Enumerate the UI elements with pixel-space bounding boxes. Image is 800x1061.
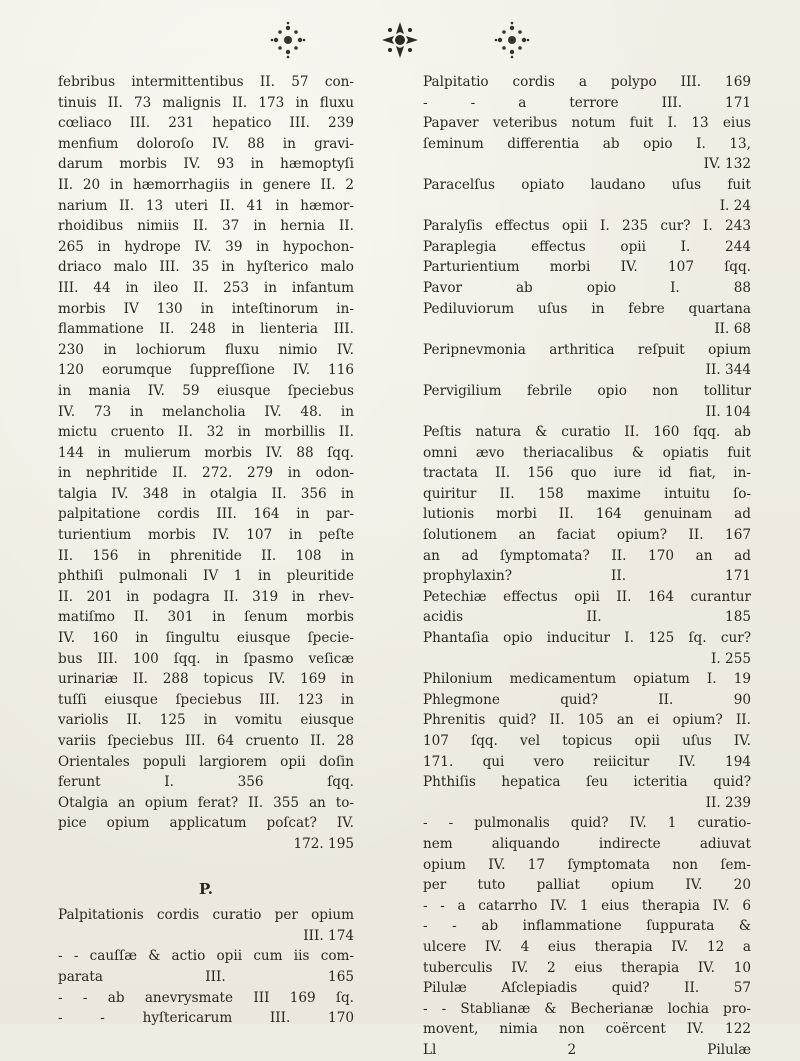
index-line: opium IV. 17 ſymptomata non ſem- bbox=[423, 856, 751, 873]
index-line: ſeminum differentia ab opio I. 13, bbox=[423, 135, 751, 152]
index-line: lutionis morbi II. 164 genuinam ad bbox=[423, 506, 751, 523]
index-line: III. 44 in ileo II. 253 in infantum bbox=[58, 279, 354, 296]
index-line: febribus intermittentibus II. 57 con- bbox=[58, 74, 354, 90]
index-line: - - pulmonalis quid? IV. 1 curatio- bbox=[423, 815, 751, 832]
index-line: driaco malo III. 35 in hyſterico malo bbox=[58, 259, 354, 276]
index-line: Pediluviorum uſus in febre quartana bbox=[423, 300, 751, 317]
index-line: Palpitatio cordis a polypo III. 169 bbox=[423, 74, 751, 90]
catchword-line: Ll 2 Pilulæ bbox=[423, 1041, 751, 1058]
index-line: Parturientium morbi IV. 107 ſqq. bbox=[423, 259, 751, 276]
index-line: IV. 73 in melancholia IV. 48. in bbox=[58, 403, 354, 420]
index-line: Phantaſia opio inducitur I. 125 ſq. cur? bbox=[423, 630, 751, 647]
index-line: I. 24 bbox=[719, 197, 751, 214]
fleuron-left-icon bbox=[266, 20, 310, 60]
index-line: tinuis II. 73 malignis II. 173 in fluxu bbox=[58, 94, 354, 111]
index-line: tuſſi eiusque ſpeciebus III. 123 in bbox=[58, 691, 354, 708]
index-line: parata III. 165 bbox=[58, 968, 354, 985]
index-line: movent, nimia non coërcent IV. 122 bbox=[423, 1021, 751, 1038]
index-line: - - a catarrho IV. 1 eius therapia IV. 6 bbox=[423, 897, 751, 914]
index-line: menfium doloroſo IV. 88 in gravi- bbox=[58, 135, 354, 152]
index-line: II. 239 bbox=[705, 794, 751, 811]
index-line: 171. qui vero reiicitur IV. 194 bbox=[423, 753, 751, 770]
index-line: - - hyſtericarum III. 170 bbox=[58, 1010, 354, 1027]
index-line: Pavor ab opio I. 88 bbox=[423, 279, 751, 296]
index-line: darum morbis IV. 93 in hæmoptyſi bbox=[58, 156, 354, 173]
index-line: 107 ſqq. vel topicus opii uſus IV. bbox=[423, 733, 751, 749]
index-line: mictu cruento II. 32 in morbillis II. bbox=[58, 424, 354, 441]
index-line: tuberculis IV. 2 eius therapia IV. 10 bbox=[423, 959, 751, 976]
fleuron-center-icon bbox=[380, 20, 420, 60]
index-line: turientium morbis IV. 107 in peſte bbox=[58, 527, 354, 544]
index-line: Paraplegia effectus opii I. 244 bbox=[423, 238, 751, 255]
index-line: flammatione II. 248 in lienteria III. bbox=[58, 321, 354, 338]
index-line: Paralyſis effectus opii I. 235 cur? I. 243 bbox=[423, 218, 751, 235]
index-line: - - ab anevrysmate III 169 ſq. bbox=[58, 989, 354, 1006]
index-line: ſolutionem an faciat opium? II. 167 bbox=[423, 527, 751, 544]
index-line: II. 20 in hæmorrhagiis in genere II. 2 bbox=[58, 176, 354, 193]
index-line: morbis IV 130 in inteſtinorum in- bbox=[58, 300, 354, 317]
index-line: variis ſpeciebus III. 64 cruento II. 28 bbox=[58, 733, 354, 749]
index-line: Papaver veteribus notum fuit I. 13 eius bbox=[423, 115, 751, 132]
index-line: matiſmo II. 301 in ſenum morbis bbox=[58, 609, 354, 626]
index-line: acidis II. 185 bbox=[423, 609, 751, 626]
index-line: - - cauſſæ & actio opii cum iis com- bbox=[58, 948, 354, 965]
left-column bbox=[58, 72, 354, 1029]
index-line: Petechiæ effectus opii II. 164 curantur bbox=[423, 588, 751, 605]
index-line: Peſtis natura & curatio II. 160 ſqq. ab bbox=[423, 424, 751, 441]
index-line: urinariæ II. 288 topicus IV. 169 in bbox=[58, 671, 354, 688]
index-line: II. 344 bbox=[705, 362, 751, 379]
index-line: prophylaxin? II. 171 bbox=[423, 568, 751, 585]
index-line: nem aliquando indirecte adiuvat bbox=[423, 835, 751, 852]
index-line: Pilulæ Aſclepiadis quid? II. 57 bbox=[423, 980, 751, 997]
index-line: Orientales populi largiorem opii doſin bbox=[58, 753, 354, 770]
index-line: quiritur II. 158 maxime intuitu ſo- bbox=[423, 485, 751, 502]
index-line: Phlegmone quid? II. 90 bbox=[423, 691, 751, 708]
index-line: 172. 195 bbox=[293, 835, 354, 852]
index-line: 144 in mulierum morbis IV. 88 ſqq. bbox=[58, 444, 354, 461]
index-line: ulcere IV. 4 eius therapia IV. 12 a bbox=[423, 938, 751, 955]
index-line: variolis II. 125 in vomitu eiusque bbox=[58, 712, 354, 729]
right-column bbox=[423, 72, 751, 1061]
index-line: IV. 160 in ſingultu eiusque ſpecie- bbox=[58, 630, 354, 647]
index-line: IV. 132 bbox=[703, 156, 751, 173]
index-line: rhoidibus nimiis II. 37 in hernia II. bbox=[58, 218, 354, 235]
index-line: Otalgia an opium ferat? II. 355 an to- bbox=[58, 794, 354, 811]
index-line: 120 eorumque ſuppreſſione IV. 116 bbox=[58, 362, 354, 379]
index-line: in nephritide II. 272. 279 in odon- bbox=[58, 465, 354, 482]
index-line: an ad ſymptomata? II. 170 an ad bbox=[423, 547, 751, 564]
index-line: I. 255 bbox=[711, 650, 751, 667]
index-line: palpitatione cordis III. 164 in par- bbox=[58, 506, 354, 523]
index-line: in mania IV. 59 eiusque ſpeciebus bbox=[58, 382, 354, 399]
index-line: II. 156 in phrenitide II. 108 in bbox=[58, 547, 354, 564]
index-line: - - Stablianæ & Becherianæ lochia pro- bbox=[423, 1000, 751, 1017]
index-line: omni ævo theriacalibus & opiatis fuit bbox=[423, 444, 751, 461]
index-line: II. 68 bbox=[714, 321, 751, 338]
index-line: Philonium medicamentum opiatum I. 19 bbox=[423, 671, 751, 688]
index-line: Paracelſus opiato laudano uſus fuit bbox=[423, 176, 751, 193]
index-line: cœliaco III. 231 hepatico III. 239 bbox=[58, 115, 354, 132]
index-line: talgia IV. 348 in otalgia II. 356 in bbox=[58, 485, 354, 502]
index-line: II. 104 bbox=[705, 403, 751, 420]
index-line: Peripnevmonia arthritica reſpuit opium bbox=[423, 341, 751, 358]
index-line: III. 174 bbox=[303, 927, 354, 944]
index-line: 230 in lochiorum fluxu nimio IV. bbox=[58, 341, 354, 358]
index-line: narium II. 13 uteri II. 41 in hæmor- bbox=[58, 197, 354, 214]
index-line: per tuto palliat opium IV. 20 bbox=[423, 877, 751, 894]
index-line: phthiſi pulmonali IV 1 in pleuritide bbox=[58, 568, 354, 585]
section-letter: P. bbox=[198, 879, 214, 898]
index-line: 265 in hydrope IV. 39 in hypochon- bbox=[58, 238, 354, 255]
index-line: II. 201 in podagra II. 319 in rhev- bbox=[58, 588, 354, 605]
header-ornaments bbox=[0, 10, 800, 70]
index-line: Palpitationis cordis curatio per opium bbox=[58, 907, 354, 924]
index-line: tractata II. 156 quo iure id fiat, in- bbox=[423, 465, 751, 482]
index-line: - - ab inflammatione ſuppurata & bbox=[423, 918, 751, 935]
index-line: Pervigilium febrile opio non tollitur bbox=[423, 382, 751, 399]
index-line: Phrenitis quid? II. 105 an ei opium? II. bbox=[423, 712, 751, 729]
fleuron-right-icon bbox=[490, 20, 534, 60]
index-line: - - a terrore III. 171 bbox=[423, 94, 751, 111]
index-line: pice opium applicatum poſcat? IV. bbox=[58, 815, 354, 832]
index-line: Phthiſis hepatica ſeu icteritia quid? bbox=[423, 774, 751, 791]
index-line: ferunt I. 356 ſqq. bbox=[58, 774, 354, 791]
index-line: bus III. 100 ſqq. in ſpasmo veſicæ bbox=[58, 650, 354, 667]
